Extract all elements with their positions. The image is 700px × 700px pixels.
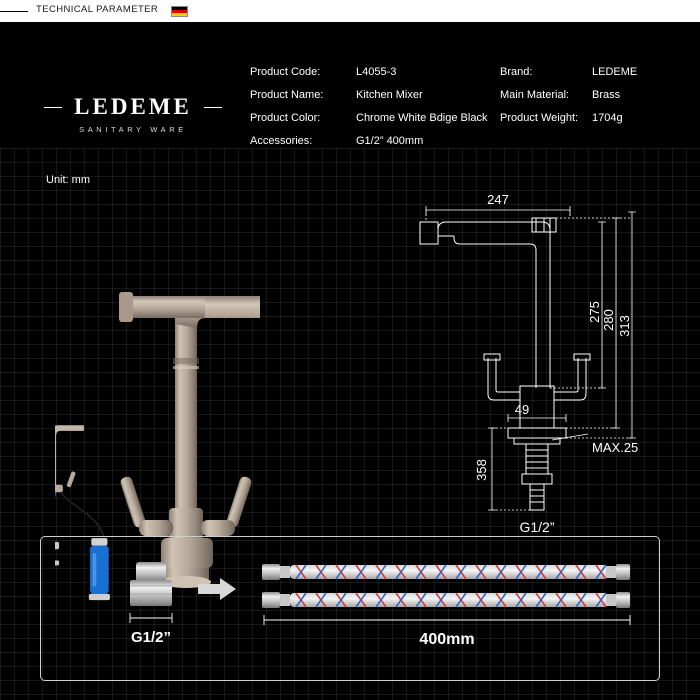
product-header — [0, 22, 700, 148]
drawing-area — [0, 148, 700, 700]
brand-subtitle: SANITARY WARE — [79, 125, 187, 134]
dim-358: 358 — [474, 459, 489, 481]
spec-label: Product Code: — [250, 66, 321, 78]
dim-thread: G1/2” — [519, 519, 555, 535]
spec-row — [500, 89, 637, 101]
spec-label: Product Color: — [250, 112, 321, 124]
logo-rule-left — [44, 107, 62, 108]
spec-row — [250, 135, 487, 147]
spec-value: LEDEME — [592, 66, 638, 78]
dim-247: 247 — [487, 192, 509, 207]
brand-name: LEDEME — [74, 94, 192, 119]
topbar-rule — [0, 11, 28, 12]
spec-label: Brand: — [500, 66, 533, 78]
braided-hose — [262, 564, 630, 580]
spec-row — [250, 89, 487, 101]
spec-row — [500, 112, 637, 124]
connector-fitting — [130, 562, 172, 606]
spec-value: L4055-3 — [356, 66, 397, 78]
spec-row — [250, 112, 487, 124]
accessories-illustration — [40, 536, 660, 681]
arrow-icon — [198, 578, 236, 600]
accessory-hose-label: 400mm — [419, 631, 475, 648]
spec-value: Brass — [592, 89, 621, 101]
spec-value: G1/2” 400mm — [356, 135, 424, 147]
brand-logo — [48, 94, 218, 134]
dim-313: 313 — [617, 315, 632, 337]
spec-row — [250, 66, 487, 78]
braided-hose — [262, 592, 630, 608]
dim-280: 280 — [601, 309, 616, 331]
german-flag-icon — [171, 6, 188, 17]
topbar — [0, 0, 700, 22]
spec-value: Kitchen Mixer — [356, 89, 423, 101]
spec-label: Product Weight: — [500, 112, 579, 124]
dim-275: 275 — [587, 301, 602, 323]
spec-list-left — [250, 66, 487, 158]
spec-row — [500, 66, 637, 78]
unit-note: Unit: mm — [46, 174, 90, 186]
dim-49: 49 — [514, 402, 530, 417]
spec-label: Product Name: — [250, 89, 324, 101]
spec-label: Main Material: — [500, 89, 570, 101]
spec-list-right — [500, 66, 637, 135]
topbar-title: TECHNICAL PARAMETER — [36, 4, 159, 15]
spec-value: 1704g — [592, 112, 623, 124]
dim-max25: MAX.25 — [592, 440, 639, 455]
spec-label: Accessories: — [250, 135, 313, 147]
logo-rule-right — [204, 107, 222, 108]
accessory-connector-label: G1/2” — [130, 629, 172, 646]
spec-value: Chrome White Bdige Black — [356, 112, 488, 124]
